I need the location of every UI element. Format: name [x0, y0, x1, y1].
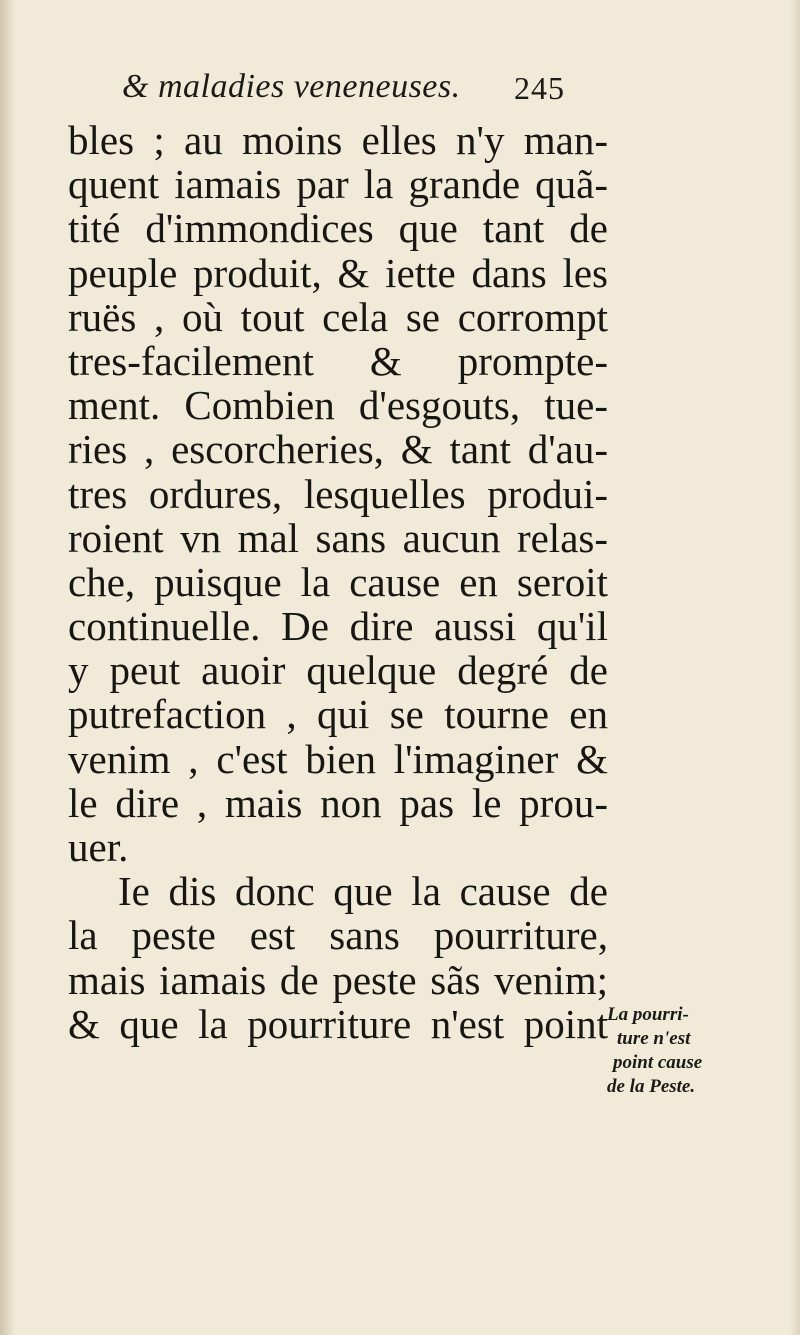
text-line: che, puisque la cause en seroit [68, 558, 608, 605]
text-line: ries , escorcheries, & tant d'au- [68, 426, 608, 473]
page-edge [790, 0, 800, 1335]
text-line: putrefaction , qui se tourne en [68, 691, 608, 738]
text-line: quent iamais par la grande quã- [68, 161, 608, 208]
margin-note-line: de la Peste. [607, 1076, 696, 1097]
running-head [122, 68, 602, 112]
text-line: continuelle. De dire aussi qu'il [68, 603, 608, 650]
text-line: uer. [68, 824, 129, 870]
body-text [68, 118, 608, 1046]
paragraph-start-line: Ie dis donc que la cause de [118, 868, 608, 915]
page-gutter-shadow [0, 0, 16, 1335]
text-line: y peut auoir quelque degré de [68, 647, 608, 694]
text-line: le dire , mais non pas le prou- [68, 779, 608, 826]
text-line: mais iamais de peste sãs venim; [68, 956, 608, 1003]
text-line: la peste est sans pourriture, [68, 912, 608, 959]
page-number: 245 [514, 70, 565, 106]
text-line: ment. Combien d'esgouts, tue- [68, 382, 608, 429]
margin-note-line: La pourri- [607, 1004, 689, 1025]
margin-note [607, 1003, 757, 1099]
text-line: & que la pourriture n'est point [68, 1000, 608, 1047]
margin-note-line: ture n'est [617, 1028, 691, 1049]
text-line: peuple produit, & iette dans les [68, 249, 608, 296]
text-line: roient vn mal sans aucun relas- [68, 514, 608, 561]
text-line: tité d'immondices que tant de [68, 205, 608, 252]
text-line: ruës , où tout cela se corrompt [68, 293, 608, 340]
text-line: tres ordures, lesquelles produi- [68, 470, 608, 517]
running-title: & maladies veneneuses. [122, 68, 461, 105]
margin-note-line: point cause [613, 1052, 703, 1073]
text-line: tres-facilement & prompte- [68, 337, 608, 384]
text-line: bles ; au moins elles n'y man- [68, 117, 608, 163]
text-line: venim , c'est bien l'imaginer & [68, 735, 608, 782]
